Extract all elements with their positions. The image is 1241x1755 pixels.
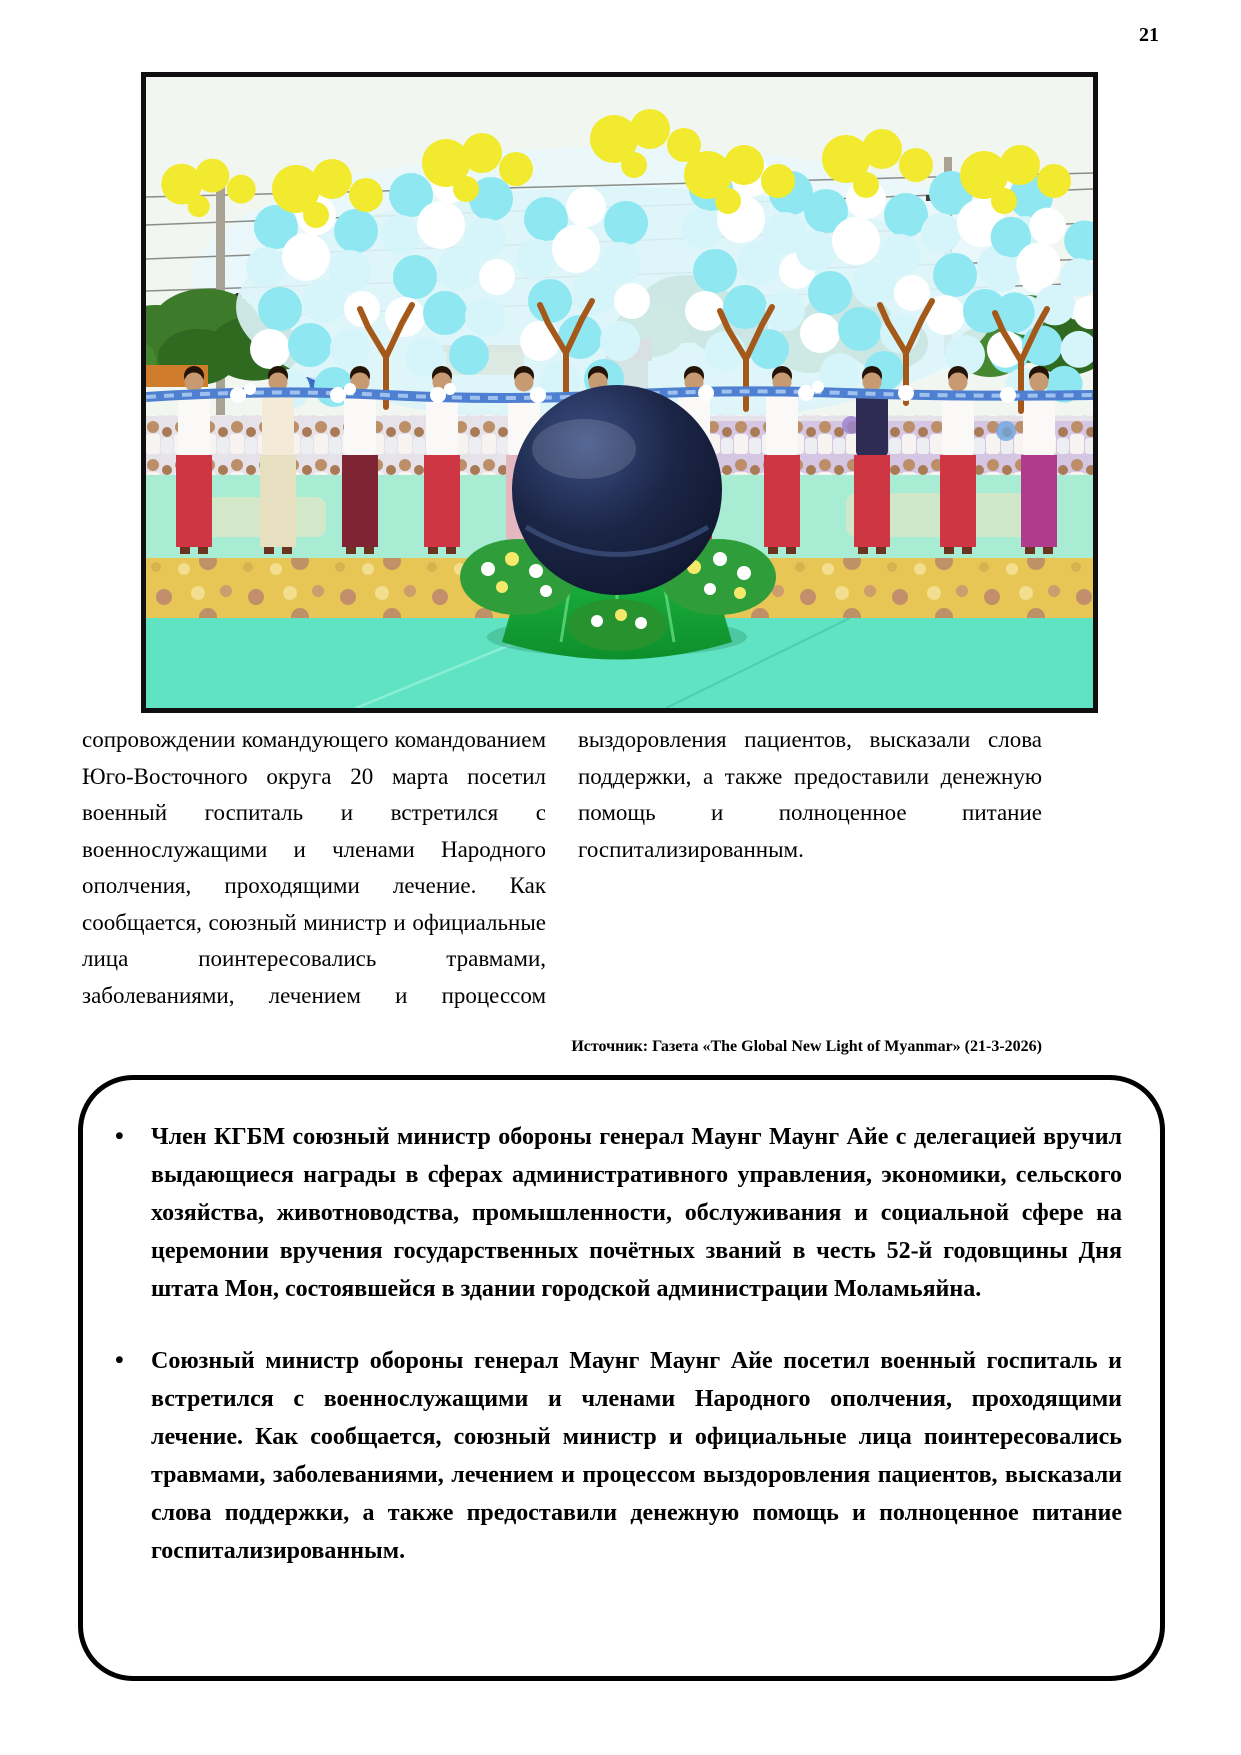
summary-bullet xyxy=(107,1118,1122,1308)
article-photo xyxy=(141,72,1098,713)
page-number: 21 xyxy=(1139,24,1159,46)
article-left-column xyxy=(82,722,546,1014)
bullet-text: Союзный министр обороны генерал Маунг Маунг Айе посетил военный госпиталь и встретился с военнослужащими и членами Народного ополчения, проходящими лечение. Как сообщается, союзный министр и официальные лица поинтересовались травмами, заболеваниями, лечением и процессом выздоровления пациентов, высказали слова поддержки, а также предоставили денежную помощь и полноценное питание госпитализированным. xyxy=(151,1348,1122,1564)
photo-illustration xyxy=(146,77,1093,708)
globe-sphere xyxy=(512,385,722,595)
bullet-text: Член КГБМ союзный министр обороны генерал Маунг Маунг Айе с делегацией вручил выдающиеся награды в сферах административного управления, экономики, сельского хозяйства, животноводства, промышленности, обслуживания и социальной сфере на церемонии вручения государственных почётных званий в честь 52-й годовщины Дня штата Мон, состоявшейся в здании городской администрации Моламьяйна. xyxy=(151,1124,1122,1302)
article-left-text: сопровождении командующего командованием Юго-Восточного округа 20 марта посетил военный госпиталь и встретился с военнослужащими и членами Народного ополчения, проходящими лечение. Как сообщается, союзный министр и официальные лица поинтересовались травмами, заболеваниями, лечением и процессом xyxy=(82,727,546,1008)
front-wreath xyxy=(567,599,667,651)
article-right-text: выздоровления пациентов, высказали слова поддержки, а также предоставили денежную помощь и полноценное питание госпитализированным. xyxy=(578,727,1042,862)
bullet-marker: • xyxy=(115,1123,124,1150)
article-right-column xyxy=(578,722,1042,868)
bullet-marker: • xyxy=(115,1347,124,1374)
summary-bullet xyxy=(107,1342,1122,1570)
summary-box xyxy=(78,1075,1165,1681)
source-line: Источник: Газета «The Global New Light of Myanmar» (21-3-2026) xyxy=(571,1038,1042,1055)
